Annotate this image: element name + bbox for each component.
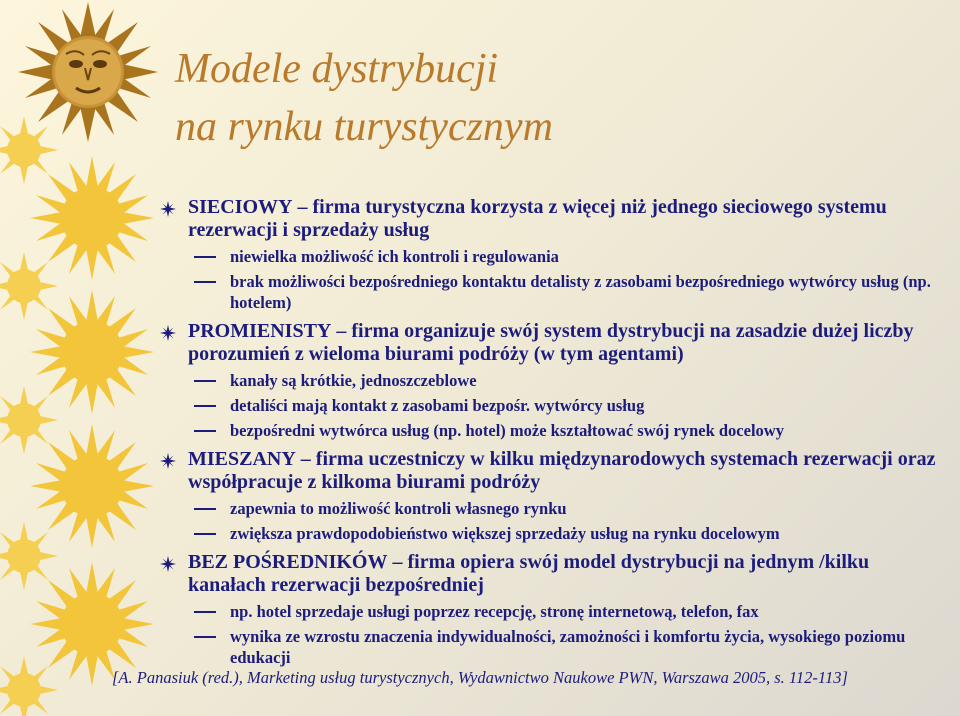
citation: [A. Panasiuk (red.), Marketing usług turystycznych, Wydawnictwo Naukowe PWN, Warszawa 2005, s. 112-113] <box>112 668 848 687</box>
bullet-description: firma opiera swój model dystrybucji na jednym /kilku kanałach rezerwacji bezpośredniej <box>188 551 870 596</box>
dash-icon <box>194 508 216 510</box>
slide-title <box>175 40 553 156</box>
sun-bullet-icon <box>160 556 176 572</box>
sun-decoration-column <box>0 0 180 716</box>
bullet-description: firma organizuje swój system dystrybucji na zasadzie dużej liczby porozumień z wieloma biurami podróży (w tym agentami) <box>188 320 914 365</box>
dash-separator: – <box>336 320 347 342</box>
dash-icon <box>194 380 216 382</box>
bullet-lead: BEZ POŚREDNIKÓW <box>188 551 388 573</box>
dash-icon <box>194 281 216 283</box>
dash-icon <box>194 611 216 613</box>
bullet-item-sieciowy <box>160 196 950 242</box>
sub-item: kanały są krótkie, jednoszczeblowe <box>160 370 950 391</box>
sun-bullet-icon <box>160 453 176 469</box>
slide-title-line1: Modele dystrybucji <box>175 46 499 92</box>
bullet-item-bez-posrednikow <box>160 551 950 597</box>
sun-face-icon <box>18 2 158 142</box>
bullet-description: firma uczestniczy w kilku międzynarodowych systemach rezerwacji oraz współpracuje z kilkoma biurami podróży <box>188 448 936 493</box>
sub-item: np. hotel sprzedaje usługi poprzez recepcję, stronę internetową, telefon, fax <box>160 601 950 622</box>
sub-item: niewielka możliwość ich kontroli i regulowania <box>160 246 950 267</box>
bullet-list <box>160 196 950 668</box>
sub-item: bezpośredni wytwórca usług (np. hotel) może kształtować swój rynek docelowy <box>160 420 950 441</box>
bullet-lead: MIESZANY <box>188 448 296 470</box>
bullet-lead: SIECIOWY <box>188 196 293 218</box>
dash-separator: – <box>300 448 311 470</box>
dash-separator: – <box>297 196 308 218</box>
bullet-lead: PROMIENISTY <box>188 320 332 342</box>
bullet-description: firma turystyczna korzysta z więcej niż jednego sieciowego systemu rezerwacji i sprzedaży usług <box>188 196 887 241</box>
sun-bullet-icon <box>160 325 176 341</box>
sub-item: zwiększa prawdopodobieństwo większej sprzedaży usług na rynku docelowym <box>160 523 950 544</box>
sub-item: brak możliwości bezpośredniego kontaktu detalisty z zasobami bezpośredniego wytwórcy usług (np. hotelem) <box>160 271 950 313</box>
slide-title-line2: na rynku turystycznym <box>175 104 553 150</box>
sub-item: zapewnia to możliwość kontroli własnego rynku <box>160 498 950 519</box>
sub-item: wynika ze wzrostu znaczenia indywidualności, zamożności i komfortu życia, wysokiego poziomu edukacji <box>160 626 950 668</box>
dash-icon <box>194 405 216 407</box>
dash-icon <box>194 636 216 638</box>
bullet-item-mieszany <box>160 448 950 494</box>
sub-item: detaliści mają kontakt z zasobami bezpośr. wytwórcy usług <box>160 395 950 416</box>
dash-icon <box>194 256 216 258</box>
dash-icon <box>194 430 216 432</box>
sun-bullet-icon <box>160 201 176 217</box>
bullet-item-promienisty <box>160 320 950 366</box>
dash-separator: – <box>392 551 403 573</box>
dash-icon <box>194 533 216 535</box>
